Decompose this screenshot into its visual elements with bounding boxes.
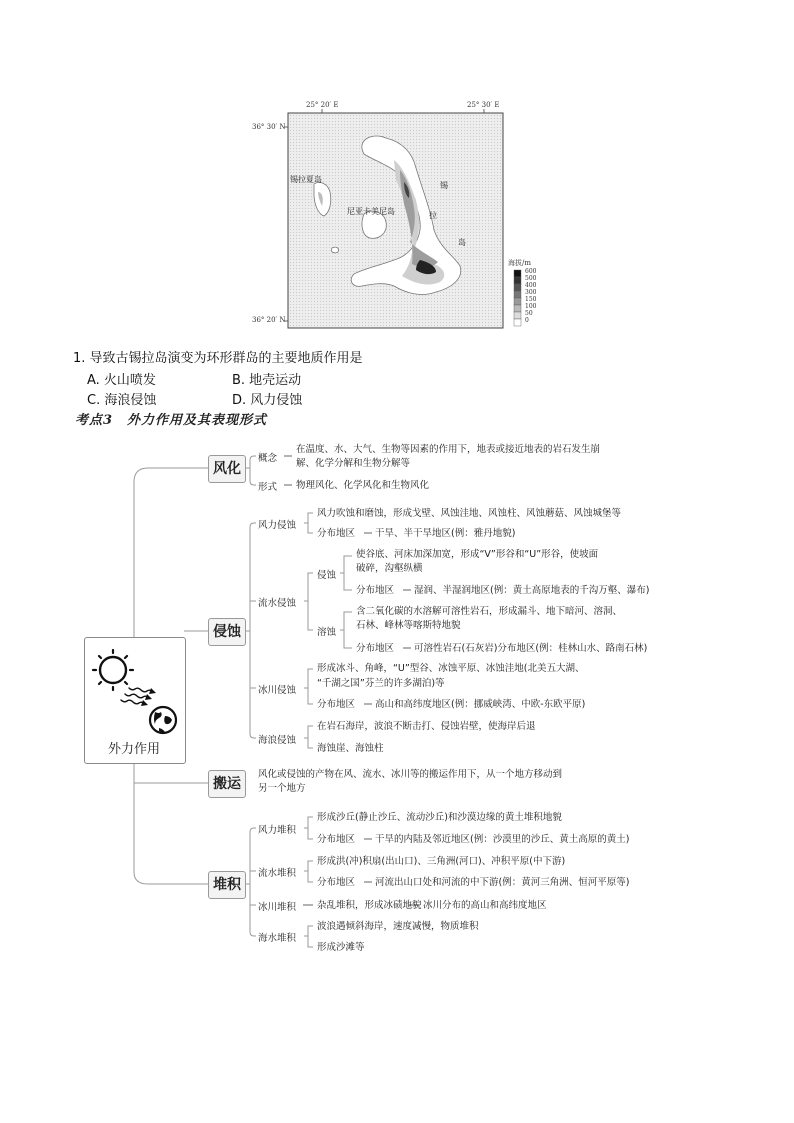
map-label-nea-kameni: 尼亚卡美尼岛: [347, 207, 395, 216]
map-label-therasia: 锡拉夏岛: [290, 175, 322, 184]
deposition-wind-label: 风力堆积: [258, 825, 297, 836]
node-transport: 搬运: [208, 770, 246, 798]
map-label-thera-3: 岛: [458, 238, 466, 247]
erosion-water-sub2-text-2: 石林、峰林等喀斯特地貌: [356, 620, 461, 631]
section-title: 考点3 外力作用及其表现形式: [75, 413, 268, 428]
map-label-thera-2: 拉: [429, 211, 437, 220]
erosion-water-label: 流水侵蚀: [258, 598, 297, 609]
node-weathering: 风化: [208, 455, 246, 483]
weathering-concept-text-2: 解、化学分解和生物分解等: [296, 458, 411, 469]
erosion-wave-label: 海浪侵蚀: [258, 735, 297, 746]
deposition-water-text: 形成洪(冲)积扇(出山口)、三角洲(河口)、冲积平原(中下游): [317, 856, 566, 867]
erosion-wave-text-2: 海蚀崖、海蚀柱: [317, 743, 384, 754]
legend-value: 300: [525, 289, 537, 296]
deposition-wind-text: 形成沙丘(静止沙丘、流动沙丘)和沙漠边缘的黄土堆积地貌: [317, 812, 562, 823]
deposition-water-label: 流水堆积: [258, 868, 297, 879]
map-lon-label-east: 25° 30′ E: [467, 101, 500, 109]
weathering-concept-label: 概念: [258, 453, 278, 464]
deposition-wind-dist: 干旱的内陆及邻近地区(例：沙漠里的沙丘、黄土高原的黄土): [375, 834, 630, 845]
legend-value: 150: [525, 296, 537, 303]
erosion-glacier-label: 冰川侵蚀: [258, 685, 297, 696]
erosion-water-sub1-text-1: 使谷底、河床加深加宽，形成“V”形谷和“U”形谷，使坡面: [356, 549, 599, 560]
weathering-form-label: 形式: [258, 482, 278, 493]
deposition-sea-text-2: 形成沙滩等: [317, 942, 365, 953]
erosion-wind-dist-label: 分布地区: [317, 528, 356, 539]
deposition-sea-label: 海水堆积: [258, 933, 297, 944]
erosion-glacier-text-1: 形成冰斗、角峰，“U”型谷、冰蚀平原、冰蚀洼地(北美五大湖、: [317, 663, 585, 674]
deposition-sea-text-1: 波浪遇倾斜海岸，速度减慢，物质堆积: [317, 921, 479, 932]
erosion-glacier-dist: 高山和高纬度地区(例：挪威峡湾、中欧-东欧平原): [375, 699, 586, 710]
erosion-wave-text-1: 在岩石海岸，波浪不断击打、侵蚀岩壁，使海岸后退: [317, 721, 536, 732]
erosion-water-sub2-dist-label: 分布地区: [356, 643, 395, 654]
erosion-water-sub2-text-1: 含二氧化碳的水溶解可溶性岩石，形成漏斗、地下暗河、溶洞、: [356, 606, 623, 617]
legend-value: 50: [525, 310, 533, 317]
deposition-water-dist: 河流出山口处和河流的中下游(例：黄河三角洲、恒河平原等): [375, 877, 630, 888]
question-stem: 1. 导致古锡拉岛演变为环形群岛的主要地质作用是: [73, 351, 363, 366]
erosion-wind-dist: 干旱、半干旱地区(例：雅丹地貌): [375, 528, 516, 539]
erosion-water-sub1-dist-label: 分布地区: [356, 585, 395, 596]
map-lat-label-south: 36° 20′ N: [252, 316, 286, 324]
erosion-water-sub2-label: 溶蚀: [317, 627, 337, 638]
legend-value: 600: [525, 268, 537, 275]
node-erosion: 侵蚀: [208, 618, 246, 646]
option-b: B. 地壳运动: [232, 373, 302, 388]
erosion-glacier-text-2: “千湖之国”芬兰的许多湖泊)等: [317, 678, 445, 689]
map-label-thera-1: 锡: [440, 181, 448, 190]
transport-text-1: 风化或侵蚀的产物在风、流水、冰川等的搬运作用下，从一个地方移动到: [258, 769, 563, 780]
erosion-water-sub1-dist: 湿润、半湿润地区(例：黄土高原地表的千沟万壑、瀑布): [414, 585, 650, 596]
option-d: D. 风力侵蚀: [232, 393, 303, 408]
map-lon-label-west: 25° 20′ E: [306, 101, 339, 109]
center-node-label: 外力作用: [107, 742, 160, 757]
option-c: C. 海浪侵蚀: [87, 393, 157, 408]
deposition-water-dist-label: 分布地区: [317, 877, 356, 888]
weathering-form-text: 物理风化、化学风化和生物风化: [296, 480, 430, 491]
weathering-concept-text-1: 在温度、水、大气、生物等因素的作用下，地表或接近地表的岩石发生崩: [296, 444, 601, 455]
legend-value: 500: [525, 275, 537, 282]
erosion-water-sub1-text-2: 破碎，沟壑纵横: [356, 563, 423, 574]
deposition-glacier-text-1: 杂乱堆积，形成冰碛地貌: [317, 900, 422, 911]
transport-text-2: 另一个地方: [258, 783, 306, 794]
erosion-water-sub2-dist: 可溶性岩石(石灰岩)分布地区(例：桂林山水、路南石林): [414, 643, 648, 654]
legend-title: 海拔/m: [508, 259, 531, 267]
sun-earth-icon: [85, 638, 185, 738]
map-lat-label-north: 36° 30′ N: [252, 123, 286, 131]
erosion-glacier-dist-label: 分布地区: [317, 699, 356, 710]
legend-value: 400: [525, 282, 537, 289]
legend-value: 0: [525, 317, 529, 324]
erosion-wind-label: 风力侵蚀: [258, 520, 297, 531]
option-a: A. 火山喷发: [87, 373, 156, 388]
deposition-glacier-text-2: 冰川分布的高山和高纬度地区: [423, 900, 547, 911]
deposition-glacier-label: 冰川堆积: [258, 902, 297, 913]
erosion-water-sub1-label: 侵蚀: [317, 570, 337, 581]
node-deposition: 堆积: [208, 871, 246, 899]
erosion-wind-text: 风力吹蚀和磨蚀，形成戈壁、风蚀洼地、风蚀柱、风蚀蘑菇、风蚀城堡等: [317, 508, 622, 519]
legend-value: 100: [525, 303, 537, 310]
deposition-wind-dist-label: 分布地区: [317, 834, 356, 845]
